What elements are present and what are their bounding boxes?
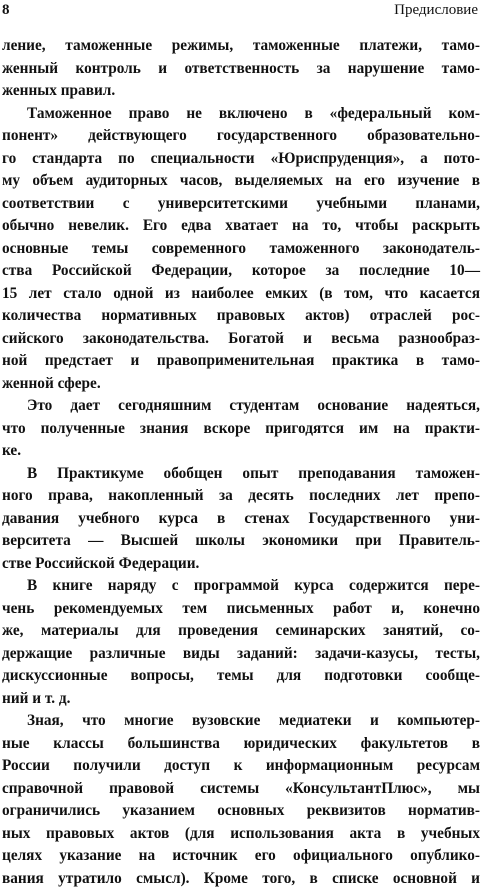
text-line: сийского законодательства. Богатой и весьма разнообраз-	[2, 328, 480, 351]
page-number: 8	[2, 1, 10, 19]
text-line: же, материалы для проведения семинарских занятий, со-	[2, 620, 480, 643]
text-line: го стандарта по специальности «Юриспруденция», а пото-	[2, 148, 480, 171]
text-line: женный контроль и ответственность за нарушение тамо-	[2, 58, 480, 81]
text-line: России получили доступ к информационным ресурсам	[2, 755, 480, 778]
text-line: 15 лет стало одной из наиболее емких (в том, что касается	[2, 283, 480, 306]
text-line: Таможенное право не включено в «федеральный ком-	[2, 103, 480, 126]
text-line: ные классы большинства юридических факультетов в	[2, 733, 480, 756]
paragraph	[2, 463, 480, 576]
text-line: количества нормативных правовых актов) отраслей рос-	[2, 305, 480, 328]
text-line: справочной правовой системы «КонсультантПлюс», мы	[2, 778, 480, 801]
text-line: Зная, что многие вузовские медиатеки и компьютер-	[2, 710, 480, 733]
paragraph	[2, 35, 480, 103]
text-line: чень рекомендуемых тем письменных работ и, конечно	[2, 598, 480, 621]
text-line: ограничились указанием основных реквизитов норматив-	[2, 800, 480, 823]
text-line: ной предстает и правоприменительная практика в тамо-	[2, 350, 480, 373]
text-line: держащие различные виды заданий: задачи-казусы, тесты,	[2, 643, 480, 666]
text-line: дискуссионные вопросы, темы для подготовки сообще-	[2, 665, 480, 688]
text-line: женных правил.	[2, 80, 480, 103]
text-line: ного права, накопленный за десять последних лет препо-	[2, 485, 480, 508]
text-line: стве Российской Федерации.	[2, 553, 480, 576]
text-line: ства Российской Федерации, которое за последние 10—	[2, 260, 480, 283]
text-line: основные темы современного таможенного законодатель-	[2, 238, 480, 261]
text-line: вания утратило смысл). Кроме того, в списке основной и	[2, 868, 480, 890]
running-title: Предисловие	[394, 1, 478, 19]
body-text	[2, 35, 480, 890]
text-line: что полученные знания вскоре пригодятся им на практи-	[2, 418, 480, 441]
text-line: В Практикуме обобщен опыт преподавания таможен-	[2, 463, 480, 486]
text-line: соответствии с университетскими учебными планами,	[2, 193, 480, 216]
text-line: обычно невелик. Его едва хватает на то, чтобы раскрыть	[2, 215, 480, 238]
page-header	[2, 1, 478, 21]
paragraph	[2, 395, 480, 463]
text-line: ление, таможенные режимы, таможенные платежи, тамо-	[2, 35, 480, 58]
paragraph	[2, 575, 480, 710]
text-line: женной сфере.	[2, 373, 480, 396]
text-line: давания учебного курса в стенах Государственного уни-	[2, 508, 480, 531]
paragraph	[2, 710, 480, 890]
text-line: понент» действующего государственного образовательно-	[2, 125, 480, 148]
text-line: целях указание на источник его официального опублико-	[2, 845, 480, 868]
text-line: ных правовых актов (для использования акта в учебных	[2, 823, 480, 846]
text-line: Это дает сегодняшним студентам основание надеяться,	[2, 395, 480, 418]
text-line: ний и т. д.	[2, 688, 480, 711]
text-line: ке.	[2, 440, 480, 463]
text-line: В книге наряду с программой курса содержится пере-	[2, 575, 480, 598]
paragraph	[2, 103, 480, 396]
text-line: му объем аудиторных часов, выделяемых на его изучение в	[2, 170, 480, 193]
text-line: верситета — Высшей школы экономики при Правитель-	[2, 530, 480, 553]
